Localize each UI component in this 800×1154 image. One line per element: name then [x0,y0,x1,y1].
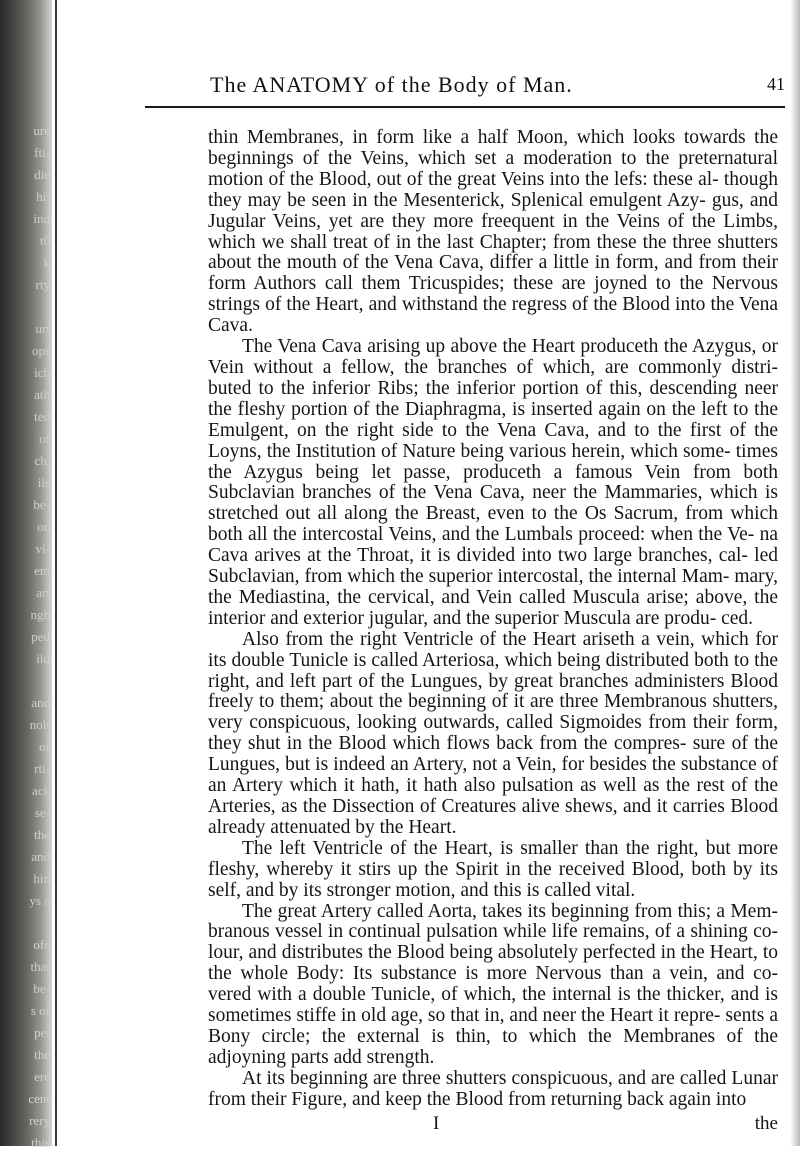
catchword: the [754,1113,778,1134]
signature-mark: I [433,1113,440,1134]
paragraph-membranes: thin Membranes, in form like a half Moon, which looks towards the beginnings of the Veins, which set a moderation to the preternatural motion of the Blood, out of the great Veins into the lefs: these al- though they may be seen in the Mesenterick, Splenical emulgent Azy- gus, and Jugular Veins, yet are they more freequent in the Veins of the Limbs, which we shall treat of in the last Chapter; from these the three shutters about the mouth of the Vena Cava, differ a little in form, and from their form Authors call them Tricuspides; these are joyned to the Nervous strings of the Heart, and withstand the regress of the Blood into the Vena Cava. [208,127,778,337]
binding-gutter [0,0,52,1150]
paragraph-vena-cava: The Vena Cava arising up above the Heart produceth the Azygus, or Vein without a fellow, the branches of which, are commonly distri- buted to the inferior Ribs; the inferior portion of this, descending neer the fleshy portion of the Diaphragma, is inserted again on the left to the Emulgent, on the right side to the Vena Cava, and to the first of the Loyns, the Institution of Nature being various herein, which some- times the Azygus being let passe, produceth a famous Vein from both Subclavian branches of the Vena Cava, neer the Mammaries, which is stretched out all along the Breast, even to the Os Sacrum, from which both all the intercostal Veins, and the Lumbals proceed: when the Ve- na Cava arives at the Throat, it is divided into two large branches, cal- led Subclavian, from which the superior intercostal, the internal Mam- mary, the Mediastina, the cervical, and Vein called Muscula arise; above, the interior and exterior jugular, and the superior Muscula are produ- ced. [208,336,778,629]
page-header [145,72,785,108]
page-edge [790,0,800,1146]
running-head: The ANATOMY of the Body of Man. [210,72,573,97]
paragraph-right-ventricle: Also from the right Ventricle of the Heart ariseth a vein, which for its double Tunicle is called Arteriosa, which being distributed both to the right, and left part of the Lungues, by great branches administers Blood freely to them; about the beginning of it are three Membranous shutters, very conspicuous, looking outwards, called Sigmoides from their form, they shut in the Blood which flows back from the compres- sure of the Lungues, but is indeed an Artery, not a Vein, for besides the substance of an Artery which it hath, it hath also pulsation as well as the rest of the Arteries, as the Dissection of Creatures alive shews, and it carries Blood already attenuated by the Heart. [208,628,778,838]
paragraph-shutters: At its beginning are three shutters conspicuous, and are called Lunar from their Figure, and keep the Blood from returning back again into [208,1067,778,1110]
page-number: 41 [767,74,785,94]
paragraph-aorta: The great Artery called Aorta, takes its beginning from this; a Mem- branous vessel in continual pulsation while life remains, of a shining co- lour, and distributes the Blood being absolutely perfected in the Heart, to the whole Body: Its substance is more Nervous than a vein, and co- vered with a double Tunicle, of which, the internal is the thicker, and is sometimes stiffe in old age, so that in, and neer the Heart it repre- sents a Bony circle; the external is thin, to which the Membranes of the adjoyning parts add strength. [208,900,778,1068]
page-body [208,128,778,1111]
page-footer [208,1113,778,1137]
facing-page-bleed: ure fti- die hi; ind t0 k rty urt ops ich ath ted of ch, ils be- on vi- em art ngh ped ild and nolt of rti- ack se- the and hin ys a ofe that be- s of pet the ere cent rery this [28,123,50,1150]
paragraph-left-ventricle: The left Ventricle of the Heart, is smaller than the right, but more fleshy, whereby it stirs up the Spirit in the received Blood, both by its self, and by its stronger motion, and this is called vital. [208,837,778,901]
